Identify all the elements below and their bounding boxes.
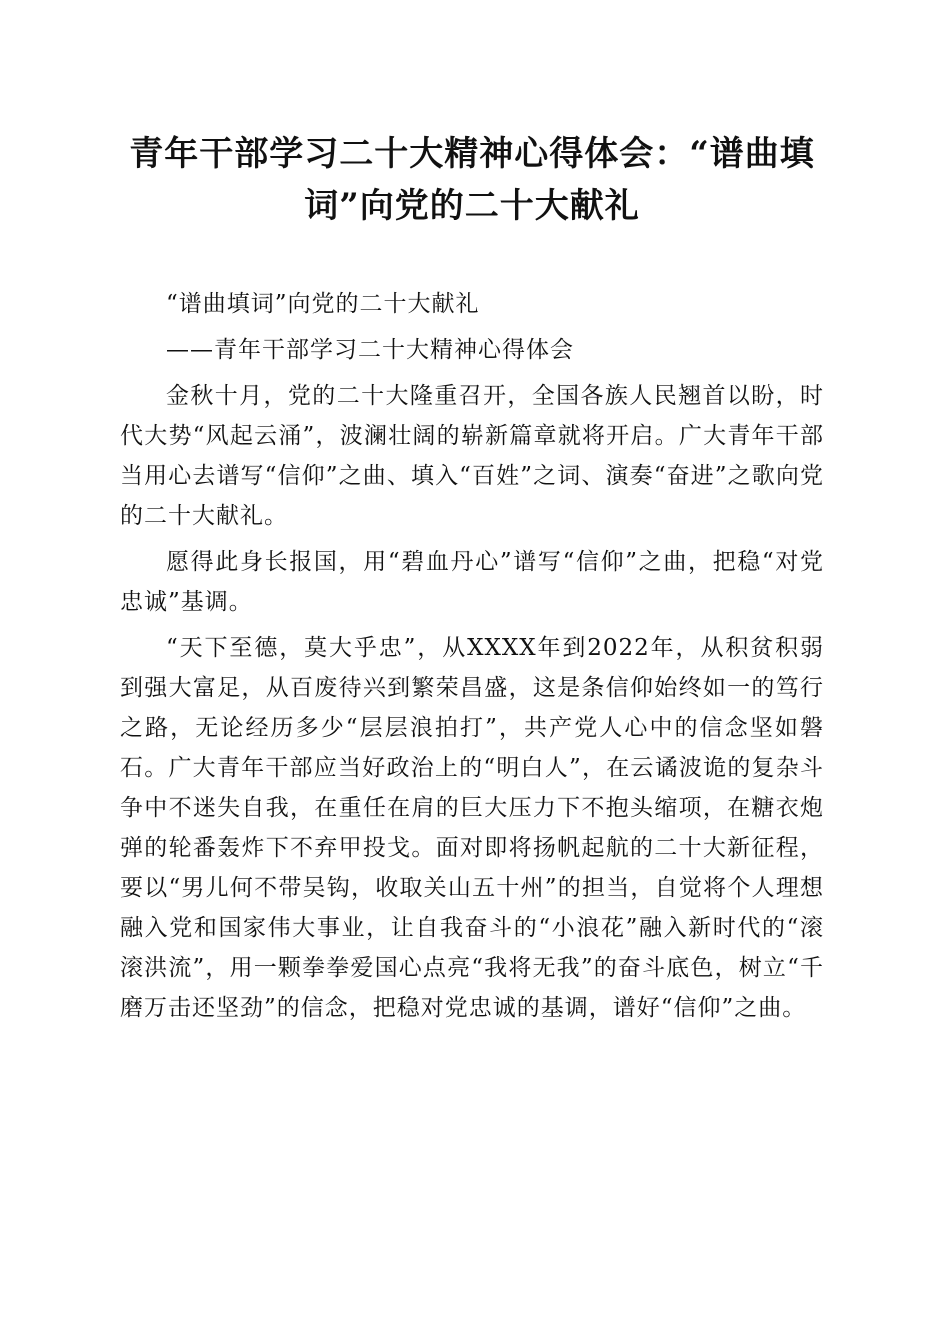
paragraph: 金秋十月，党的二十大隆重召开，全国各族人民翘首以盼，时代大势“风起云涌”，波澜壮阔的崭新篇章就将开启。广大青年干部当用心去谱写“信仰”之曲、填入“百姓”之词、演奏“奋进”之歌向党的二十大献礼。 — [120, 383, 824, 529]
paragraph: “天下至德，莫大乎忠”，从XXXX年到2022年，从积贫积弱到强大富足，从百废待兴到繁荣昌盛，这是条信仰始终如一的笃行之路，无论经历多少“层层浪拍打”，共产党人心中的信念坚如磐石。广大青年干部应当好政治上的“明白人”，在云谲波诡的复杂斗争中不迷失自我，在重任在肩的巨大压力下不抱头缩项，在糖衣炮弹的轮番轰炸下不弃甲投戈。面对即将扬帆起航的二十大新征程，要以“男儿何不带吴钩，收取关山五十州”的担当，自觉将个人理想融入党和国家伟大事业，让自我奋斗的“小浪花”融入新时代的“滚滚洪流”，用一颗拳拳爱国心点亮“我将无我”的奋斗底色，树立“千磨万击还坚劲”的信念，把稳对党忠诚的基调，谱好“信仰”之曲。 — [120, 635, 824, 1021]
paragraph-subtitle: “谱曲填词”向党的二十大献礼 — [166, 291, 480, 317]
document-title: 青年干部学习二十大精神心得体会：“谱曲填词”向党的二十大献礼 — [129, 134, 815, 226]
paragraph-subheading: ——青年干部学习二十大精神心得体会 — [166, 337, 574, 363]
document-page — [120, 128, 824, 1034]
paragraph: 愿得此身长报国，用“碧血丹心”谱写“信仰”之曲，把稳“对党忠诚”基调。 — [120, 549, 824, 615]
document-body — [120, 284, 824, 1028]
